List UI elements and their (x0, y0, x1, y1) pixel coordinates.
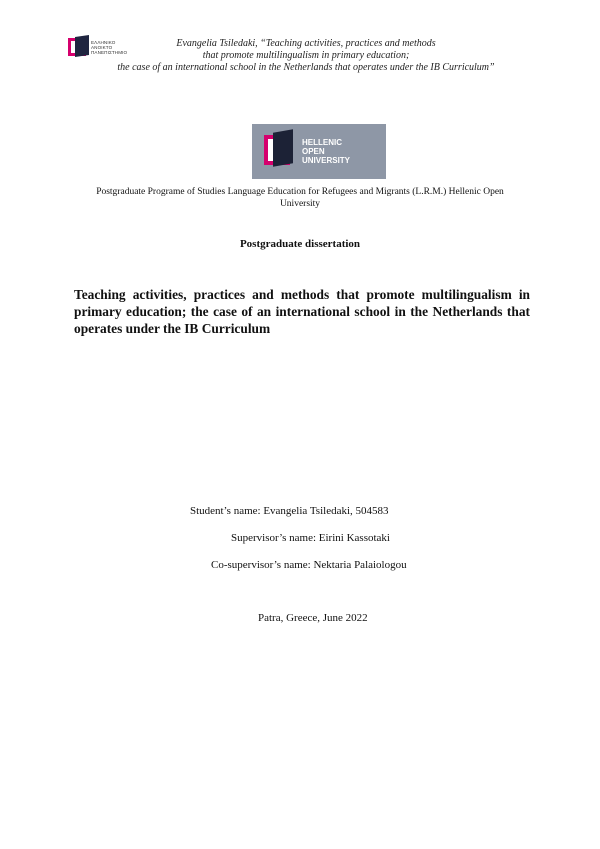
co-supervisor-name: Co-supervisor’s name: Nektaria Palaiologou (211, 559, 407, 571)
citation-line: Evangelia Tsiledaki, “Teaching activities, practices and methods (176, 38, 436, 49)
logo-line: UNIVERSITY (302, 156, 351, 165)
supervisor-name: Supervisor’s name: Eirini Kassotaki (231, 532, 390, 544)
university-emblem-icon (264, 131, 296, 169)
header-logo-line: ΑΝΟΙΚΤΟ (91, 45, 113, 50)
dissertation-title: Teaching activities, practices and methods that promote multilingualism in primary education; the case of an international school in the Netherlands that operates under the IB Curriculum (74, 287, 530, 336)
header-logo-line: ΠΑΝΕΠΙΣΤΗΜΙΟ (91, 50, 128, 55)
logo-line: OPEN (302, 147, 325, 156)
place-and-date: Patra, Greece, June 2022 (258, 612, 368, 624)
citation-line: that promote multilingualism in primary education; (202, 50, 410, 61)
header-logo-line: ΕΛΛΗΝΙΚΟ (91, 40, 116, 45)
student-name: Student’s name: Evangelia Tsiledaki, 504583 (190, 505, 389, 517)
programme-name: Postgraduate Programe of Studies Language Education for Refugees and Migrants (L.R.M.) Hellenic Open University (96, 187, 504, 209)
university-emblem-icon (68, 36, 90, 58)
hellenic-open-university-logo (252, 124, 386, 179)
citation-line: the case of an international school in the Netherlands that operates under the IB Curriculum” (117, 62, 495, 73)
logo-wordmark (302, 138, 350, 165)
running-header-citation (96, 38, 516, 74)
logo-line: HELLENIC (302, 138, 342, 147)
document-type: Postgraduate dissertation (239, 238, 361, 250)
